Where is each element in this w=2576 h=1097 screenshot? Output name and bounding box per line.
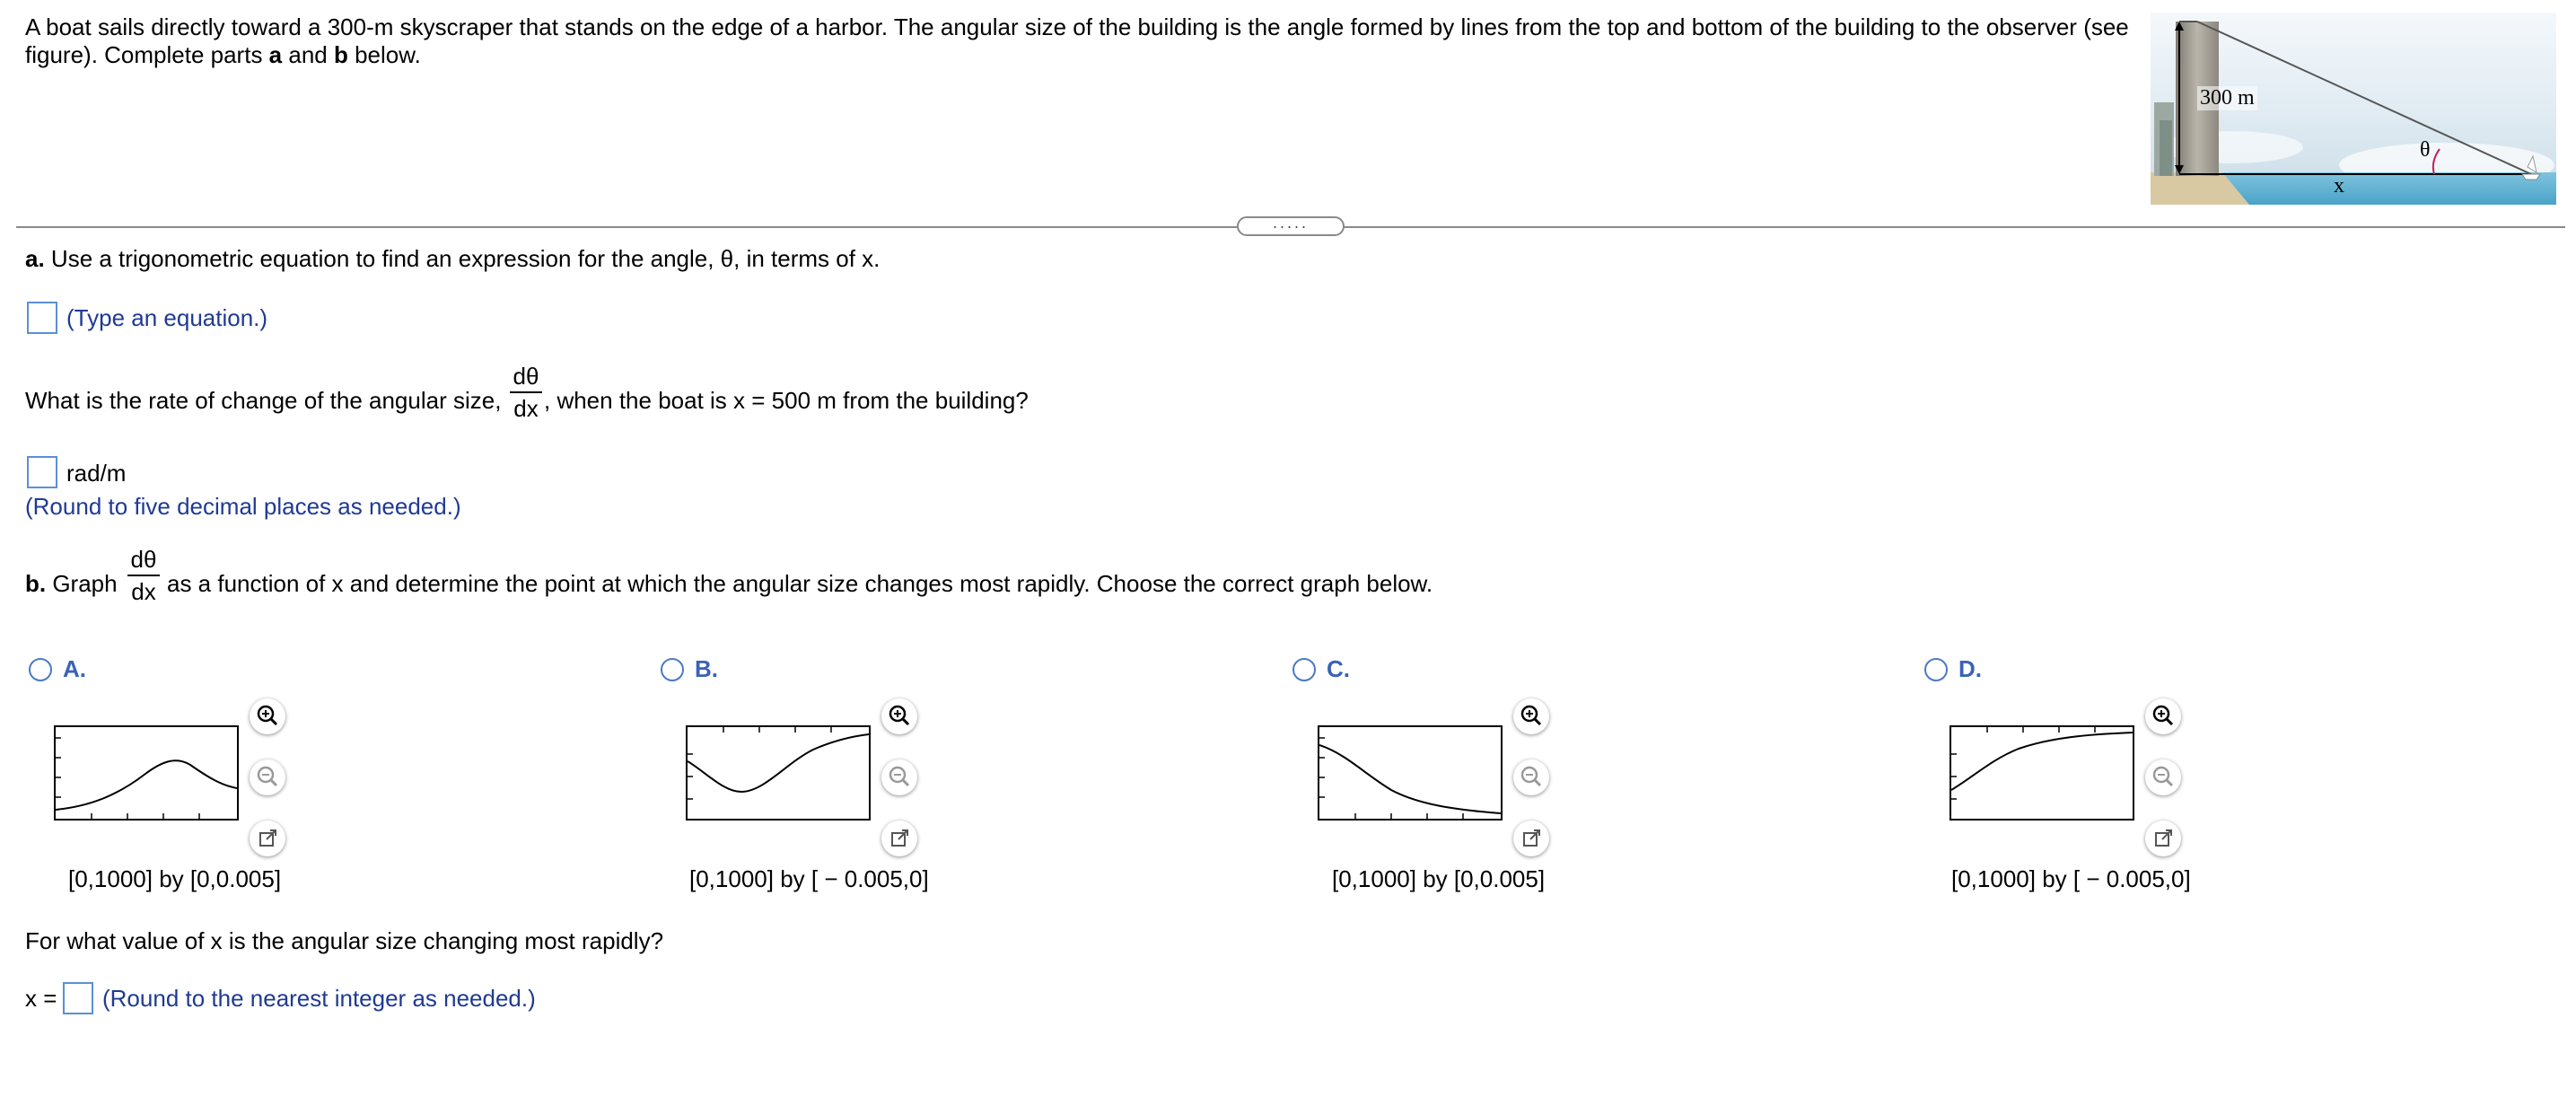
zoom-in-icon bbox=[2145, 698, 2181, 734]
option-c-zoom-out-button[interactable] bbox=[1513, 759, 1549, 795]
option-d-range: [0,1000] by [ − 0.005,0] bbox=[1951, 865, 2191, 892]
external-link-icon bbox=[2145, 821, 2181, 856]
zoom-in-icon bbox=[881, 698, 917, 734]
fraction-bar bbox=[510, 391, 542, 393]
rate-answer-input[interactable] bbox=[27, 456, 57, 488]
option-a-radio[interactable] bbox=[29, 658, 52, 681]
option-c-range: [0,1000] by [0,0.005] bbox=[1332, 865, 1546, 892]
option-d-zoom-out-button[interactable] bbox=[2145, 759, 2181, 795]
intro-bold-a: a bbox=[268, 41, 283, 68]
part-a-prompt bbox=[25, 244, 880, 273]
option-b-zoom-out-button[interactable] bbox=[881, 759, 917, 795]
x-answer-input[interactable] bbox=[63, 982, 93, 1014]
fraction-numerator: dθ bbox=[513, 363, 539, 390]
figure-distance-label: x bbox=[2334, 174, 2344, 197]
option-a-zoom-in-button[interactable] bbox=[250, 698, 285, 734]
option-a-letter: A. bbox=[63, 655, 86, 682]
option-b-range: [0,1000] by [ − 0.005,0] bbox=[689, 865, 929, 892]
fraction-numerator: dθ bbox=[130, 546, 157, 573]
x-equals-label: x = bbox=[25, 985, 57, 1012]
intro-text-end: below. bbox=[347, 41, 421, 68]
rate-question-post: , when the boat is x = 500 m from the building? bbox=[544, 387, 1029, 414]
most-rapid-question: For what value of x is the angular size changing most rapidly? bbox=[25, 927, 664, 954]
option-b-letter: B. bbox=[695, 655, 718, 682]
intro-text-and: and bbox=[282, 41, 334, 68]
option-b-radio[interactable] bbox=[661, 658, 684, 681]
theta-equation-input[interactable] bbox=[27, 302, 57, 334]
part-b-label: b. bbox=[25, 570, 47, 597]
fraction-denominator: dx bbox=[131, 578, 156, 605]
part-b-fraction bbox=[127, 546, 160, 605]
part-b-label-line bbox=[25, 569, 118, 598]
zoom-out-icon bbox=[2145, 759, 2181, 795]
external-link-icon bbox=[250, 821, 285, 856]
figure-angle-label: θ bbox=[2420, 138, 2431, 162]
option-d-letter: D. bbox=[1958, 655, 1982, 682]
rate-unit: rad/m bbox=[66, 460, 127, 487]
zoom-in-icon bbox=[250, 698, 285, 734]
expand-more-button[interactable]: ..... bbox=[1237, 216, 1345, 236]
option-b-zoom-in-button[interactable] bbox=[881, 698, 917, 734]
option-b-popout-button[interactable] bbox=[881, 821, 917, 856]
problem-intro-line2 bbox=[25, 40, 421, 69]
part-b-prompt: as a function of x and determine the point at which the angular size changes most rapidly. Choose the correct graph below. bbox=[167, 570, 1433, 597]
option-d-graph bbox=[1950, 725, 2134, 821]
zoom-out-icon bbox=[250, 759, 285, 795]
option-c-zoom-in-button[interactable] bbox=[1513, 698, 1549, 734]
rate-round-hint: (Round to five decimal places as needed.) bbox=[25, 493, 461, 520]
part-a-label: a. bbox=[25, 245, 45, 272]
zoom-out-icon bbox=[881, 759, 917, 795]
rate-question-pre: What is the rate of change of the angular size, bbox=[25, 387, 502, 414]
problem-intro-line1: A boat sails directly toward a 300-m skyscraper that stands on the edge of a harbor. The angular size of the building is the angle formed by lines from the top and bottom of the building to the observer (see bbox=[25, 13, 2129, 40]
zoom-in-icon bbox=[1513, 698, 1549, 734]
part-b-graph-word: Graph bbox=[46, 570, 118, 597]
intro-bold-b: b bbox=[333, 41, 348, 68]
option-a-range: [0,1000] by [0,0.005] bbox=[68, 865, 282, 892]
option-c-radio[interactable] bbox=[1292, 658, 1316, 681]
part-a-prompt-text: Use a trigonometric equation to find an expression for the angle, θ, in terms of x. bbox=[44, 245, 881, 272]
fraction-denominator: dx bbox=[513, 395, 539, 422]
option-c-popout-button[interactable] bbox=[1513, 821, 1549, 856]
option-c-graph bbox=[1318, 725, 1503, 821]
equation-hint: (Type an equation.) bbox=[66, 304, 268, 331]
option-c-letter: C. bbox=[1327, 655, 1350, 682]
figure-height-label: 300 m bbox=[2197, 86, 2257, 110]
intro-text: figure). Complete parts bbox=[25, 41, 269, 68]
x-round-hint: (Round to the nearest integer as needed.) bbox=[102, 985, 536, 1012]
option-a-popout-button[interactable] bbox=[250, 821, 285, 856]
dtheta-dx-fraction bbox=[510, 363, 542, 422]
option-d-zoom-in-button[interactable] bbox=[2145, 698, 2181, 734]
option-a-zoom-out-button[interactable] bbox=[250, 759, 285, 795]
external-link-icon bbox=[1513, 821, 1549, 856]
fraction-bar bbox=[127, 575, 160, 576]
external-link-icon bbox=[881, 821, 917, 856]
option-d-radio[interactable] bbox=[1924, 658, 1948, 681]
option-d-popout-button[interactable] bbox=[2145, 821, 2181, 856]
zoom-out-icon bbox=[1513, 759, 1549, 795]
option-b-graph bbox=[686, 725, 871, 821]
option-a-graph bbox=[54, 725, 239, 821]
problem-figure bbox=[2151, 13, 2556, 205]
